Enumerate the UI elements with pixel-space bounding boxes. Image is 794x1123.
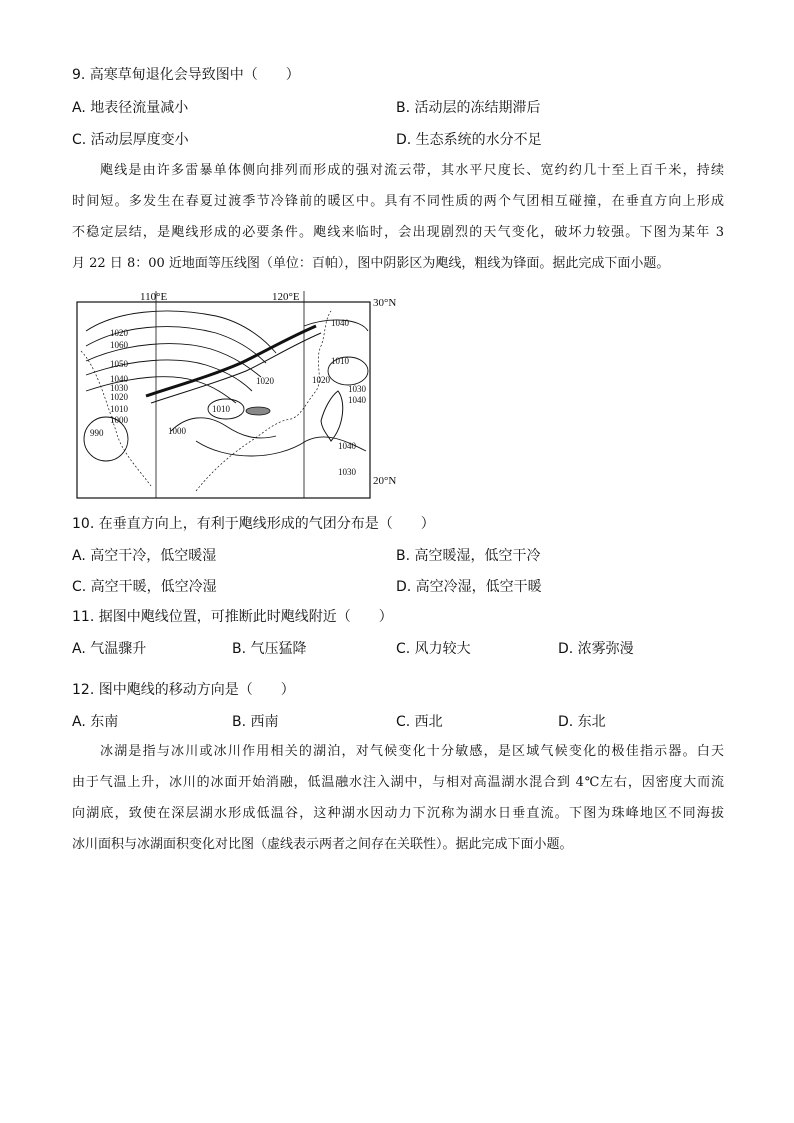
isobar-label: 1040 bbox=[338, 441, 356, 451]
isobar-label: 1040 bbox=[348, 395, 366, 405]
isobar-label: 1030 bbox=[110, 383, 128, 393]
isobar-label: 1020 bbox=[110, 392, 128, 402]
question-11-title: 11. 据图中飑线位置，可推断此时飑线附近（ ） bbox=[72, 609, 393, 625]
isobar-label: 1030 bbox=[348, 384, 366, 394]
question-12-option-c: C. 西北 bbox=[396, 714, 443, 730]
isobar-label: 1010 bbox=[212, 404, 230, 414]
question-12-title: 12. 图中飑线的移动方向是（ ） bbox=[72, 682, 295, 698]
isobar-label: 990 bbox=[90, 428, 104, 438]
question-10-option-a: A. 高空干冷，低空暖湿 bbox=[72, 548, 217, 564]
question-12-option-a: A. 东南 bbox=[72, 714, 119, 730]
passage-line: 飑线是由许多雷暴单体侧向排列而形成的强对流云带，其水平尺度长、宽约约几十至上百千米，持续 bbox=[100, 163, 724, 178]
isobar-label: 1000 bbox=[168, 426, 186, 436]
lon-label-120: 120°E bbox=[272, 291, 300, 303]
question-9-option-a: A. 地表径流量减小 bbox=[72, 100, 189, 116]
isobar-label: 1020 bbox=[312, 375, 330, 385]
isobar-label: 1030 bbox=[338, 467, 356, 477]
question-9-title: 9. 高寒草甸退化会导致图中（ ） bbox=[72, 67, 300, 83]
question-10-option-d: D. 高空冷湿，低空干暖 bbox=[396, 579, 542, 595]
isobar-label: 1050 bbox=[110, 359, 128, 369]
question-10-option-c: C. 高空干暖，低空冷湿 bbox=[72, 579, 217, 595]
cold-front bbox=[146, 326, 316, 396]
passage-line: 由于气温上升，冰川的冰面开始消融，低温融水注入湖中，与相对高温湖水混合到 4℃左右，因密度大而流 bbox=[72, 775, 724, 790]
isobar-label: 1040 bbox=[110, 374, 128, 384]
question-10-option-b: B. 高空暖湿，低空干冷 bbox=[396, 548, 541, 564]
question-11-option-b: B. 气压猛降 bbox=[232, 641, 307, 657]
isobar-label: 1010 bbox=[331, 356, 349, 366]
question-11-option-d: D. 浓雾弥漫 bbox=[558, 641, 634, 657]
isobar-map bbox=[76, 291, 406, 500]
passage-line: 向湖底，致使在深层湖水形成低温谷，这种湖水因动力下沉称为湖水日垂直流。下图为珠峰地区不同海拔 bbox=[72, 806, 724, 821]
lon-label-110: 110°E bbox=[140, 291, 168, 303]
question-10-title: 10. 在垂直方向上，有利于飑线形成的气团分布是（ ） bbox=[72, 516, 435, 532]
isobar-label: 1020 bbox=[110, 328, 128, 338]
passage-line: 不稳定层结，是飑线形成的必要条件。飑线来临时，会出现剧烈的天气变化，破坏力较强。下图为某年 3 bbox=[72, 225, 724, 240]
question-11-option-a: A. 气温骤升 bbox=[72, 641, 147, 657]
glacial-lake-passage bbox=[72, 736, 724, 860]
isobar-label: 1060 bbox=[110, 340, 128, 350]
question-9-option-c: C. 活动层厚度变小 bbox=[72, 132, 189, 148]
taiwan-island bbox=[321, 391, 343, 441]
passage-line: 月 22 日 8：00 近地面等压线图（单位：百帕），图中阴影区为飑线，粗线为锋面。据此完成下面小题。 bbox=[72, 256, 670, 271]
lat-label-30: 30°N bbox=[373, 297, 397, 309]
question-12-option-b: B. 西南 bbox=[232, 714, 279, 730]
passage-line: 冰湖是指与冰川或冰川作用相关的湖泊，对气候变化十分敏感，是区域气候变化的极佳指示器。白天 bbox=[100, 744, 724, 759]
isobar-label: 1000 bbox=[110, 415, 128, 425]
isobar-label: 1020 bbox=[256, 376, 274, 386]
isobar-map-figure bbox=[76, 291, 406, 500]
squall-line-shaded bbox=[246, 407, 270, 415]
question-9-option-d: D. 生态系统的水分不足 bbox=[396, 132, 542, 148]
lat-label-20: 20°N bbox=[373, 475, 397, 487]
isobar-label: 1010 bbox=[110, 404, 128, 414]
question-11-option-c: C. 风力较大 bbox=[396, 641, 471, 657]
passage-line: 冰川面积与冰湖面积变化对比图（虚线表示两者之间存在关联性）。据此完成下面小题。 bbox=[72, 837, 573, 852]
passage-line: 时间短。多发生在春夏过渡季节冷锋前的暖区中。具有不同性质的两个气团相互碰撞，在垂直方向上形成 bbox=[72, 194, 724, 209]
isobar-label: 1040 bbox=[331, 318, 349, 328]
question-9-option-b: B. 活动层的冻结期滞后 bbox=[396, 100, 541, 116]
question-12-option-d: D. 东北 bbox=[558, 714, 606, 730]
squall-line-passage bbox=[72, 155, 724, 279]
